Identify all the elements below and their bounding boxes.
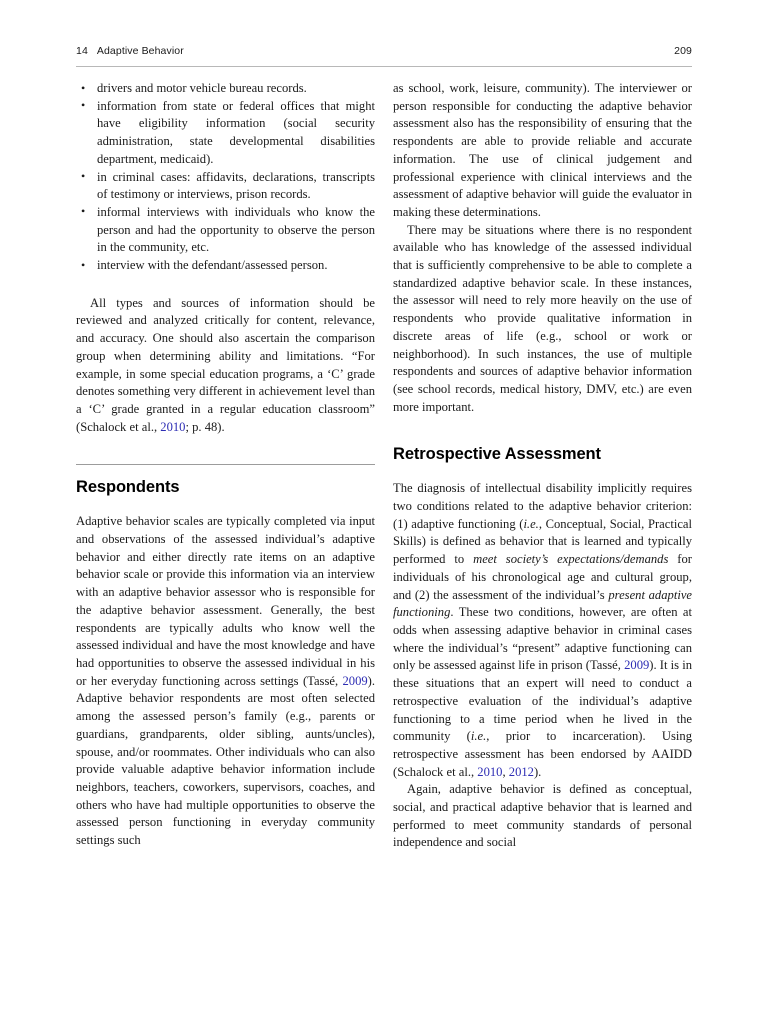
emphasis-ie: i.e. [470,729,487,744]
paragraph-text-part: for individuals of his chronological age and cultural group, and (2) the assessment of the individual’s [393,552,692,602]
running-head [76,45,692,57]
running-head-left [76,45,184,57]
section-spacer [393,416,692,444]
paragraph-text-part: ). It is in these situations that an expert will need to conduct a retrospective evaluation of the individual’s adaptive functioning to a time period when he lived in the community ( [393,658,692,744]
citation-link-schalock-2012[interactable]: 2012 [508,764,534,779]
chapter-number: 14 [76,45,88,57]
list-item-text: drivers and motor vehicle bureau records. [97,81,307,95]
section-heading-retrospective-assessment: Retrospective Assessment [393,445,601,464]
list-item-text: information from state or federal offices that might have eligibility information (social security administration, state developmental disabilities department, medicaid). [97,98,375,166]
list-item [76,98,375,169]
paragraph-text-part: ). Adaptive behavior respondents are most often selected among the assessed person’s family (e.g., parents or guardians, grandparents, older sibling, aunts/uncles), spouse, and/or roommates. Other individuals who can also provide valuable adaptive behavior information include neighbors, teachers, coworkers, supervisors, coaches, and others who have had multiple opportunities to observe the assessed person functioning in everyday community settings such [76,673,375,848]
paragraph-text-part: , prior to incarceration). Using retrospective assessment has been endorsed by AAIDD (Schalock et al., [393,729,692,779]
page-number: 209 [674,45,692,57]
list-item-text: interview with the defendant/assessed person. [97,258,328,273]
citation-link-schalock-2010[interactable]: 2010 [160,419,186,434]
citation-link-schalock-2010[interactable]: 2010 [477,764,503,779]
right-column [393,80,692,852]
emphasis-society-expectations: meet society’s expectations/demands [473,552,669,567]
left-column [76,80,375,850]
list-item [76,257,375,275]
citation-link-tasse-2009[interactable]: 2009 [624,658,650,673]
evidence-sources-list [76,80,375,275]
paragraph-text-part: , [502,764,509,779]
section-heading-rule [76,464,375,465]
paragraph-interviewer-responsibility: as school, work, leisure, community). The interviewer or person responsible for conducting the adaptive behavior assessment also has the responsibility of ensuring that the respondents are able to provide reliable and accurate information. The use of clinical judgement and professional experience with clinical interviews and the assessment of adaptive behavior will guide the evaluator in making these determinations. [393,81,692,219]
paragraph-text-part: All types and sources of information should be reviewed and analyzed critically for content, relevance, and accuracy. One should also ascertain the comparison group when determining ability and limitations. “For example, in some special education programs, a ‘C’ grade denotes something very different in achievement level than a ‘C’ grade granted in a regular education classroom” (Schalock et al., [76,295,375,434]
paragraph-text-part: , Conceptual, Social, Practical Skills) is defined as behavior that is learned and typically performed to [393,516,692,567]
citation-link-tasse-2009[interactable]: 2009 [342,673,368,688]
paragraph-retrospective-assessment [393,480,692,781]
list-item-text: in criminal cases: affidavits, declarations, transcripts of testimony or interviews, prison records. [97,169,375,202]
header-rule [76,66,692,67]
section-heading-respondents: Respondents [76,478,180,497]
paragraph-text-part: The diagnosis of intellectual disability implicitly requires two conditions related to the adaptive behavior criterion: (1) adaptive functioning ( [393,481,692,531]
paragraph-spacer [76,275,375,295]
list-item-text: informal interviews with individuals who know the person and had the opportunity to observe the person in the community, etc. [97,204,375,255]
paragraph-adaptive-behavior-definition: Again, adaptive behavior is defined as conceptual, social, and practical adaptive behavior that is learned and performed to meet community standards of personal independence and social [393,782,692,850]
paragraph-respondents [76,513,375,849]
two-column-body [76,80,692,940]
paragraph-text-part: Adaptive behavior scales are typically completed via input and observations of the assessed individual’s adaptive behavior and either directly rate items on an adaptive behavior scale or provide this information via an interview with an adaptive behavior assessor who is responsible for the adaptive behavior assessment. Generally, the best respondents are typically adults who know well the assessed individual and have the most knowledge and have had opportunities to observe the assessed individual in his or her everyday functioning across settings (Tassé, [76,514,375,688]
book-title: Adaptive Behavior [96,45,184,57]
paragraph-no-respondent-available: There may be situations where there is no respondent available who has knowledge of the assessed individual that is sufficiently comprehensive to be able to complete a standardized adaptive behavior scale. In these instances, the assessor will need to rely more heavily on the use of respondents who provide qualitative information in discrete areas of life (e.g., school or work or neighborhood). In such instances, the use of multiple respondents and sources of adaptive behavior information (see school records, medical history, DMV, etc.) are even more important. [393,222,692,414]
list-item [76,169,375,204]
emphasis-ie: i.e. [523,516,539,531]
list-item [76,204,375,257]
paragraph-text-part: ; p. 48). [185,419,225,434]
paragraph-text-part: ). [533,764,542,779]
list-item [76,80,375,98]
paragraph-text-part: . These two conditions, however, are often at odds when assessing adaptive behavior in criminal cases where the individual’s “present” adaptive functioning can only be assessed against life in prison (Tassé, [393,605,692,673]
emphasis-present-adaptive-functioning: present adaptive functioning [393,587,692,620]
paragraph-information-review [76,295,375,437]
section-spacer [76,436,375,464]
